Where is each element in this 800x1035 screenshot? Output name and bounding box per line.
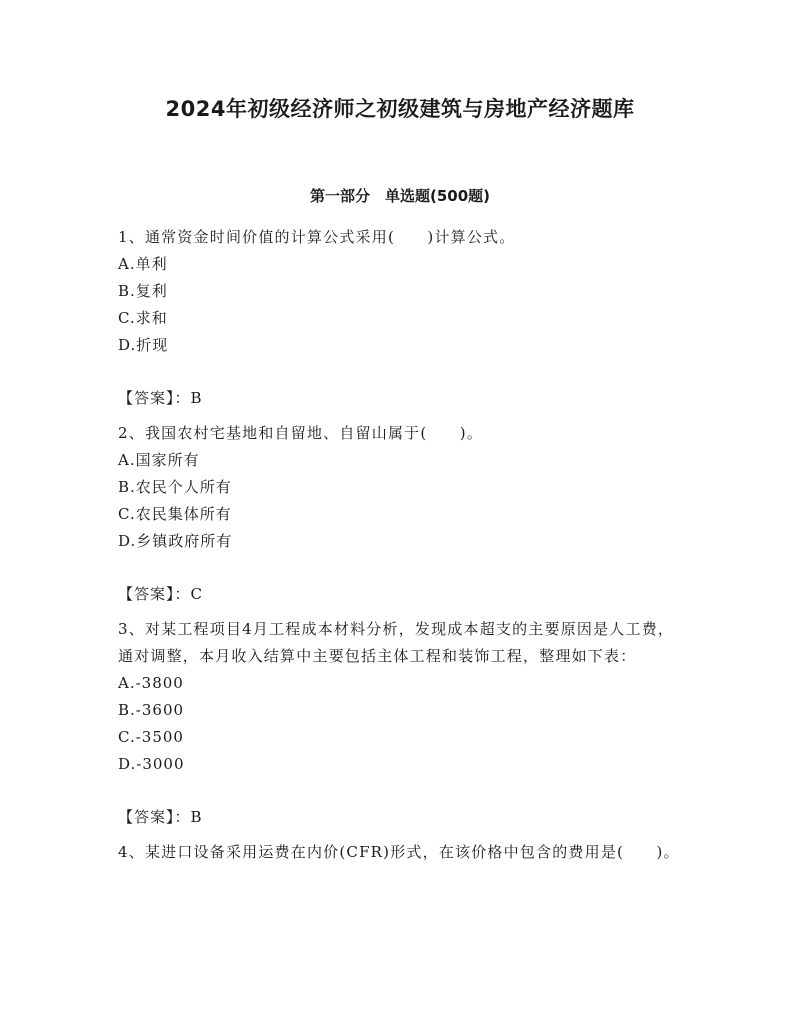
question-stem: 2、我国农村宅基地和自留地、自留山属于( )。	[118, 424, 484, 442]
answer-option: A.单利	[118, 255, 168, 273]
answer-option: D.乡镇政府所有	[118, 532, 233, 550]
question-stem: 1、通常资金时间价值的计算公式采用( )计算公式。	[118, 228, 516, 246]
answer-option: B.-3600	[118, 701, 185, 719]
answer-option: B.农民个人所有	[118, 478, 232, 496]
question-stem: 3、对某工程项目4月工程成本材料分析，发现成本超支的主要原因是人工费，通对调整，本月收入结算中主要包括主体工程和装饰工程，整理如下表：	[118, 620, 675, 665]
answer-option: D.折现	[118, 336, 169, 354]
question-item	[118, 616, 688, 831]
question-item	[118, 420, 688, 608]
answer-key: 【答案】：C	[118, 585, 203, 603]
question-list	[118, 224, 688, 874]
section-heading: 第一部分 单选题(500题)	[309, 187, 491, 205]
question-item	[118, 224, 688, 412]
answer-key: 【答案】：B	[118, 808, 203, 826]
answer-option: C.求和	[118, 309, 168, 327]
answer-option: A.-3800	[118, 674, 184, 692]
answer-option: C.-3500	[118, 728, 184, 746]
answer-option: B.复利	[118, 282, 168, 300]
answer-option: C.农民集体所有	[118, 505, 232, 523]
document-title: 2024年初级经济师之初级建筑与房地产经济题库	[165, 97, 635, 121]
answer-key: 【答案】：B	[118, 389, 203, 407]
question-stem: 4、某进口设备采用运费在内价(CFR)形式，在该价格中包含的费用是( )。	[118, 843, 680, 861]
answer-option: A.国家所有	[118, 451, 200, 469]
answer-option: D.-3000	[118, 755, 185, 773]
question-item	[118, 839, 688, 866]
